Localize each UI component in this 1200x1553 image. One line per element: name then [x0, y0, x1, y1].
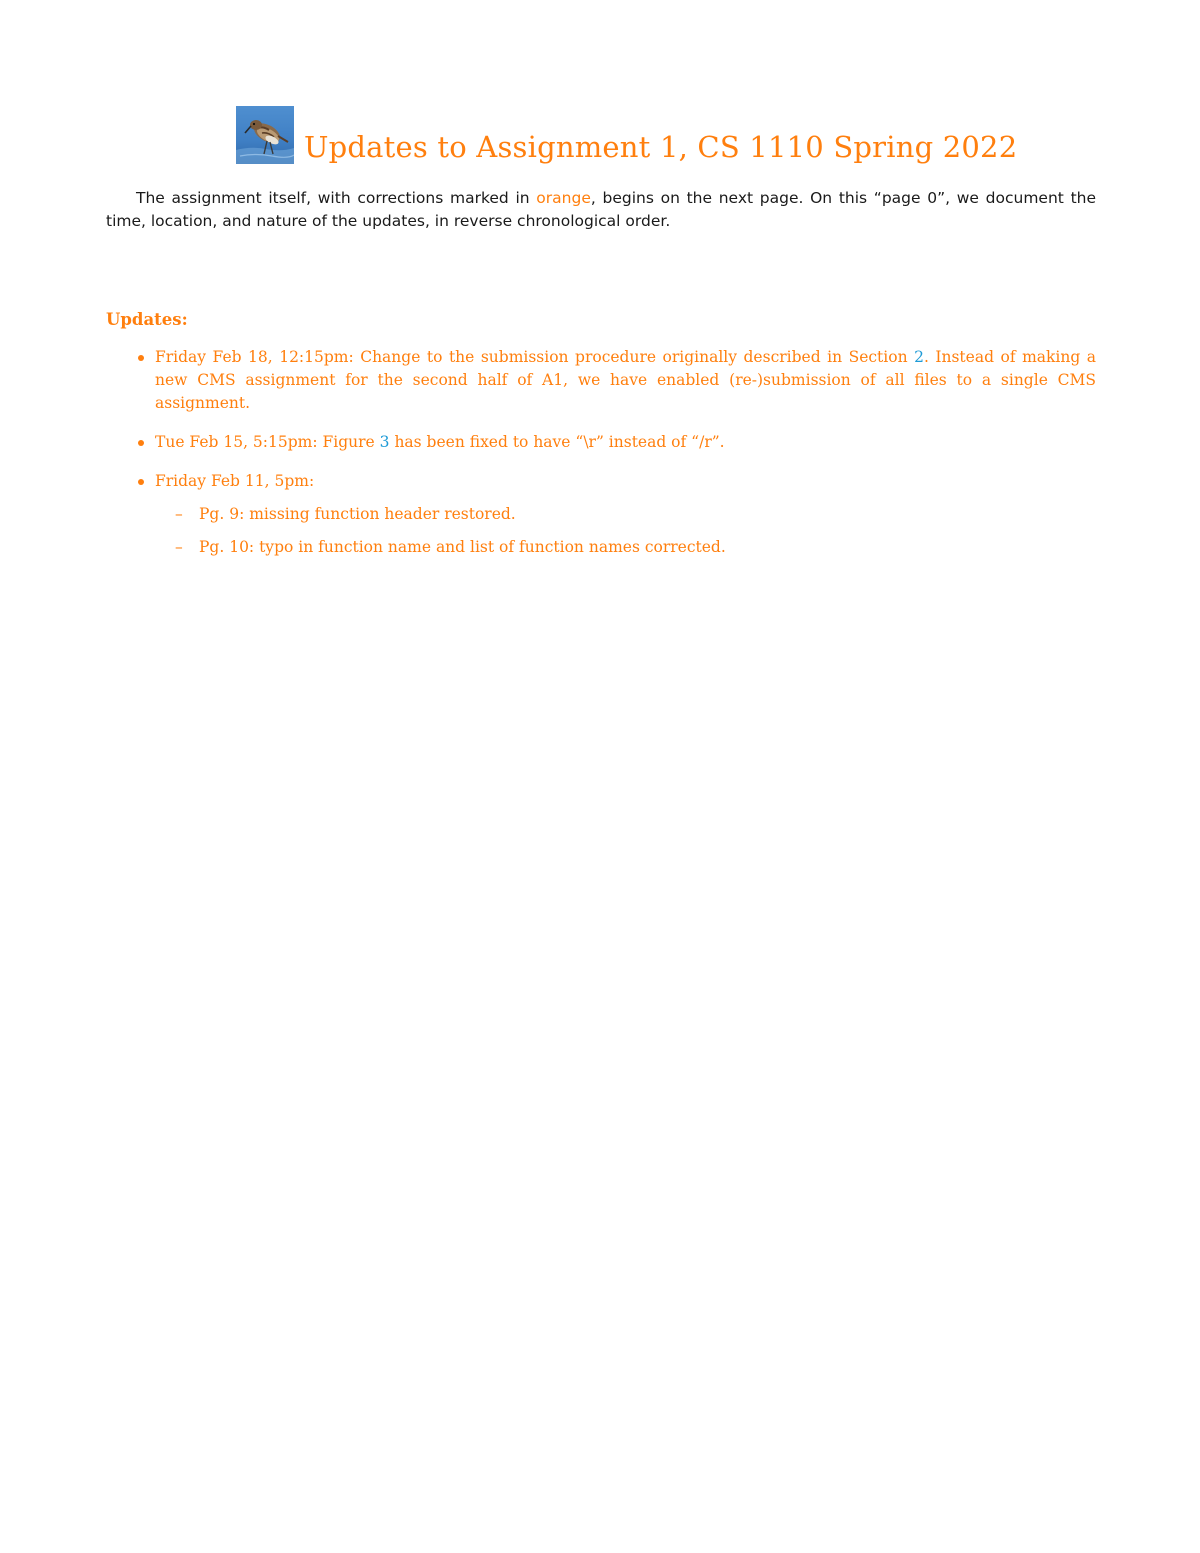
sandpiper-bird-photo [236, 106, 294, 164]
bullet-dot-icon [138, 440, 144, 446]
intro-text-end: , begins on the next page. On this “page 0”, we document the time, location, and nature of the updates, in reverse chronological order. [106, 189, 1096, 230]
page-title: Updates to Assignment 1, CS 1110 Spring 2022 [304, 130, 1018, 164]
figure-link[interactable]: 3 [379, 433, 390, 451]
update-item-feb-15 [134, 431, 1096, 454]
section-link[interactable]: 2 [914, 348, 924, 366]
update-item-feb-18 [134, 346, 1096, 415]
intro-text-start: The assignment itself, with corrections marked in [136, 189, 537, 207]
sublist-item [173, 503, 1096, 526]
update-text: Friday Feb 18, 12:15pm: Change to the submission procedure originally described in Section [155, 348, 915, 366]
dash-bullet-icon: – [175, 538, 183, 556]
title-row [236, 104, 1017, 164]
intro-paragraph [106, 187, 1096, 233]
sublist-item-text: Pg. 10: typo in function name and list of function names corrected. [199, 538, 726, 556]
update-text: Friday Feb 11, 5pm: [155, 472, 315, 490]
update-sublist [155, 503, 1096, 559]
sublist-item [173, 536, 1096, 559]
update-text: . Instead of making a new CMS assignment for the second half of A1, we have enabled (re-)submission of all files to a single CMS assignment. [155, 348, 1097, 412]
bullet-dot-icon [138, 355, 144, 361]
update-item-feb-11 [134, 470, 1096, 559]
sublist-item-text: Pg. 9: missing function header restored. [199, 505, 516, 523]
bullet-dot-icon [138, 479, 144, 485]
update-text: has been fixed to have “\r” instead of “/r”. [389, 433, 725, 451]
update-text: Tue Feb 15, 5:15pm: Figure [155, 433, 380, 451]
updates-heading: Updates: [106, 310, 188, 329]
intro-orange-word: orange [536, 189, 591, 207]
updates-list [134, 346, 1096, 575]
dash-bullet-icon: – [175, 505, 183, 523]
